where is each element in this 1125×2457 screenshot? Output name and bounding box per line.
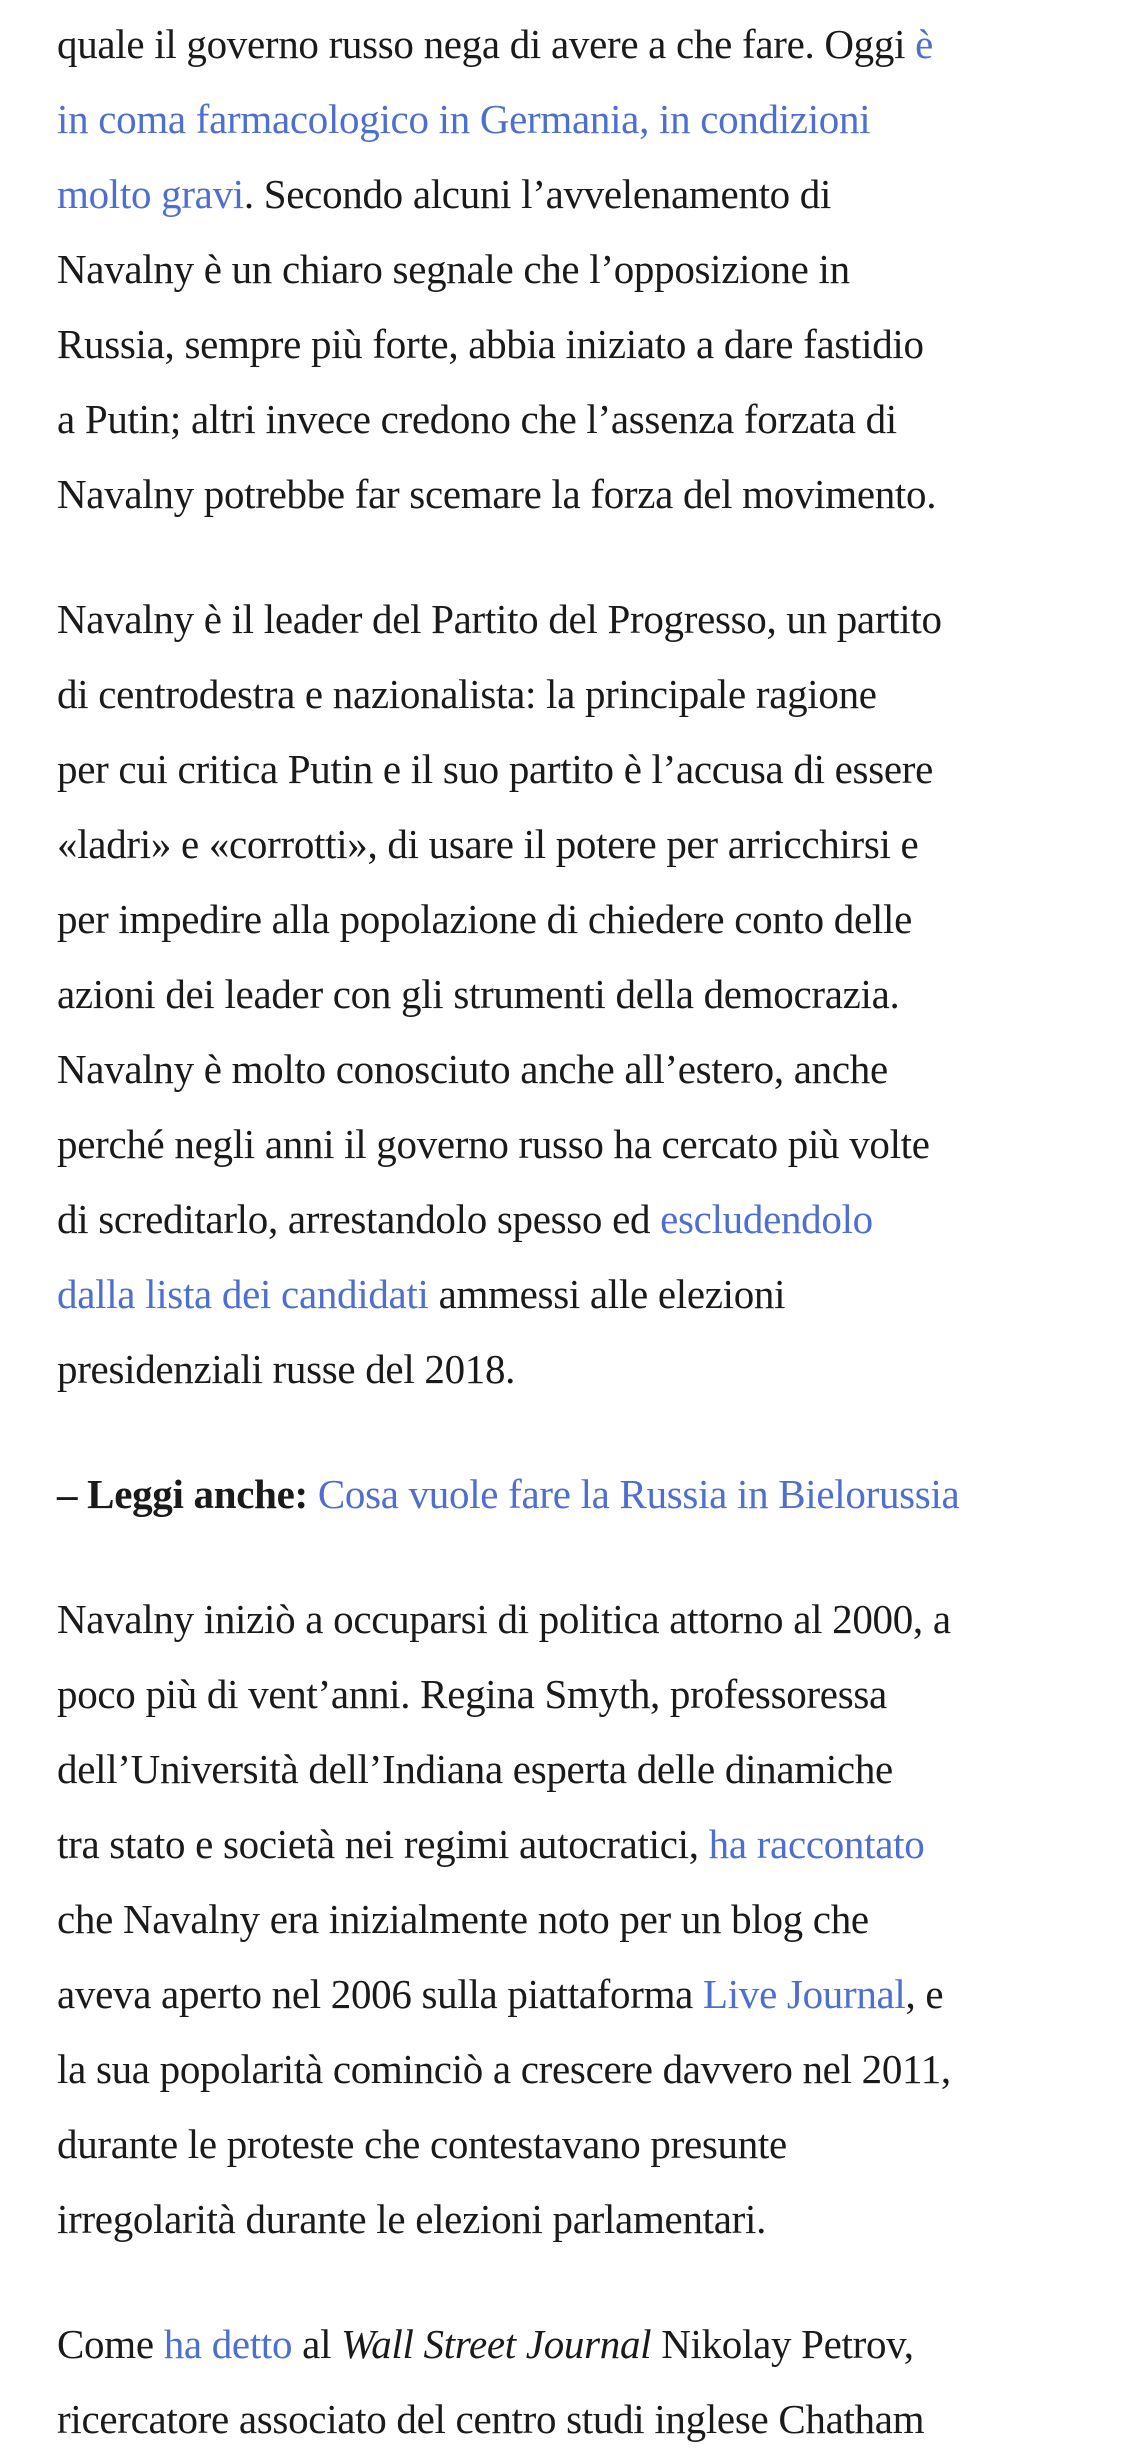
text-line (57, 957, 1075, 1032)
text-segment: ammessi alle elezioni (428, 1271, 786, 1317)
text-segment: «ladri» e «corrotti», di usare il potere per arricchirsi e (57, 821, 919, 867)
text-segment: aveva aperto nel 2006 sulla piattaforma (57, 1971, 704, 2017)
text-line (57, 1957, 1075, 2032)
read-also-label: – Leggi anche: (57, 1471, 308, 1517)
text-line (57, 232, 1075, 307)
text-segment: ricercatore associato del centro studi inglese Chatham (57, 2396, 925, 2442)
inline-link[interactable]: in coma farmacologico in Germania, in condizioni (57, 96, 871, 142)
text-line (57, 1182, 1075, 1257)
inline-link[interactable]: dalla lista dei candidati (57, 1271, 429, 1317)
text-segment: per impedire alla popolazione di chiedere conto delle (57, 896, 912, 942)
text-segment: Navalny è il leader del Partito del Progresso, un partito (57, 596, 942, 642)
paragraph (57, 1457, 1075, 1532)
text-segment: Navalny iniziò a occuparsi di politica attorno al 2000, a (57, 1596, 951, 1642)
paragraph (57, 7, 1075, 532)
text-line (57, 82, 1075, 157)
text-segment: Navalny è molto conosciuto anche all’estero, anche (57, 1046, 888, 1092)
text-line (57, 2307, 1075, 2382)
text-segment: per cui critica Putin e il suo partito è l’accusa di essere (57, 746, 933, 792)
inline-link[interactable]: è (915, 21, 934, 67)
text-segment: quale il governo russo nega di avere a che fare. Oggi (57, 21, 916, 67)
text-line (57, 307, 1075, 382)
text-segment: durante le proteste che contestavano presunte (57, 2121, 787, 2167)
text-line (57, 1107, 1075, 1182)
text-segment: dell’Università dell’Indiana esperta delle dinamiche (57, 1746, 893, 1792)
text-segment: che Navalny era inizialmente noto per un blog che (57, 1896, 869, 1942)
text-line (57, 657, 1075, 732)
text-segment: Nikolay Petrov, (651, 2321, 914, 2367)
paragraph (57, 1582, 1075, 2257)
inline-link[interactable]: ha raccontato (708, 1821, 925, 1867)
text-segment: Navalny è un chiaro segnale che l’opposizione in (57, 246, 850, 292)
text-line (57, 2382, 1075, 2457)
text-line (57, 2107, 1075, 2182)
text-line (57, 1657, 1075, 1732)
publication-name: Wall Street Journal (341, 2321, 652, 2367)
text-segment: tra stato e società nei regimi autocratici, (57, 1821, 709, 1867)
text-segment: di centrodestra e nazionalista: la principale ragione (57, 671, 877, 717)
text-segment: Come (57, 2321, 164, 2367)
inline-link[interactable]: escludendolo (660, 1196, 873, 1242)
text-segment (308, 1471, 318, 1517)
text-line (57, 457, 1075, 532)
text-line (57, 2182, 1075, 2257)
text-segment: di screditarlo, arrestandolo spesso ed (57, 1196, 661, 1242)
text-segment: azioni dei leader con gli strumenti della democrazia. (57, 971, 900, 1017)
text-line (57, 1807, 1075, 1882)
inline-link[interactable]: molto gravi (57, 171, 244, 217)
text-line (57, 157, 1075, 232)
text-segment: al (292, 2321, 342, 2367)
text-segment: a Putin; altri invece credono che l’assenza forzata di (57, 396, 897, 442)
text-line (57, 1332, 1075, 1407)
paragraph (57, 582, 1075, 1407)
text-segment: perché negli anni il governo russo ha cercato più volte (57, 1121, 930, 1167)
inline-link[interactable]: Cosa vuole fare la Russia in Bielorussia (317, 1471, 960, 1517)
text-line (57, 1457, 1075, 1532)
text-line (57, 382, 1075, 457)
text-line (57, 1257, 1075, 1332)
text-segment: Russia, sempre più forte, abbia iniziato a dare fastidio (57, 321, 924, 367)
text-line (57, 1732, 1075, 1807)
text-line (57, 7, 1075, 82)
text-segment: presidenziali russe del 2018. (57, 1346, 516, 1392)
text-line (57, 582, 1075, 657)
text-line (57, 1032, 1075, 1107)
text-line (57, 1582, 1075, 1657)
inline-link[interactable]: Live Journal (703, 1971, 906, 2017)
paragraph (57, 2307, 1075, 2457)
inline-link[interactable]: ha detto (163, 2321, 293, 2367)
text-line (57, 2032, 1075, 2107)
text-line (57, 732, 1075, 807)
text-line (57, 807, 1075, 882)
text-segment: la sua popolarità cominciò a crescere davvero nel 2011, (57, 2046, 951, 2092)
text-segment: , e (905, 1971, 944, 2017)
text-line (57, 882, 1075, 957)
text-line (57, 1882, 1075, 1957)
text-segment: Navalny potrebbe far scemare la forza del movimento. (57, 471, 937, 517)
text-segment: . Secondo alcuni l’avvelenamento di (243, 171, 832, 217)
text-segment: poco più di vent’anni. Regina Smyth, professoressa (57, 1671, 887, 1717)
text-segment: irregolarità durante le elezioni parlamentari. (57, 2196, 767, 2242)
